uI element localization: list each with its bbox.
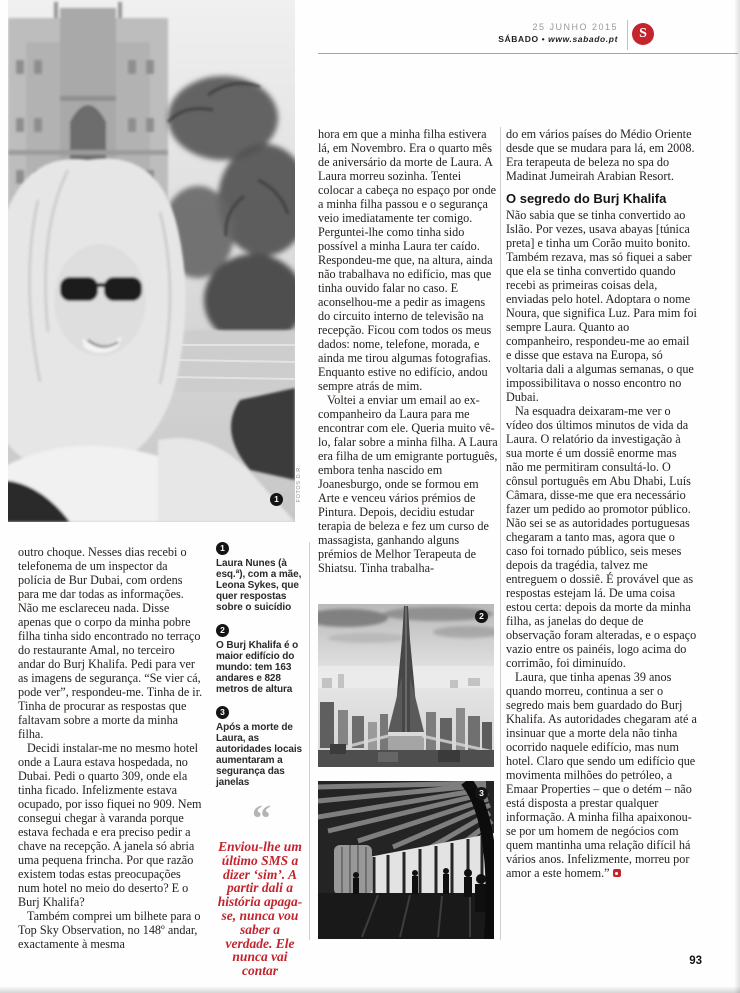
article-paragraph: Decidi instalar-me no mesmo hotel onde a Laura estava hospedada, no Dubai. Pedi o quarto 309, onde ela tinha ficado. Infelizmente estava ocupado, por isso fiquei no 909. Nem consegui chegar à varanda porque estava fechada e era preciso pedir a chave na recepção. A janela só abria uma pequena frincha. Por que razão existem todas estas preocupações num hotel no meio do deserto? E o Burj Khalifa? — [18, 741, 202, 909]
brand-website: www.sabado.pt — [548, 34, 618, 44]
article-paragraph: hora em que a minha filha estivera lá, em Novembro. Era o quarto mês de aniversário da morte de Laura. A Laura morreu sozinha. Tentei colocar a cabeça no espaço por onde a minha filha passou e o segurança veio imediatamente ter comigo. Perguntei-lhe como tinha sido possível a minha Laura ter caído. Respondeu-me que, na altura, ainda não trabalhava no edifício, mas que tinha ouvido falar no caso. E aconselhou-me a pedir as imagens do circuito interno de televisão na recepção. Ficou com todos os meus dados: nome, telefone, morada, e ainda me tirou algumas fotografias. Enquanto estive no edifício, andou sempre atrás de mim. — [318, 127, 496, 393]
caption-text: O Burj Khalifa é o maior edifício do mundo: tem 163 andares e 828 metros de altura — [216, 640, 299, 695]
photo-burj-khalifa — [318, 604, 494, 767]
pull-quote-text: Enviou-lhe um último SMS a dizer ‘sim’. A partir dali a história apaga-se, nunca vou saber a verdade. Ele nunca vai contar — [217, 839, 303, 979]
photo-observation-deck-illustration — [318, 781, 494, 939]
article-paragraph-text: Laura, que tinha apenas 39 anos quando morreu, continua a ser o segredo mais bem guardado do Burj Khalifa. As autoridades chegaram até a insinuar que a morte dela não tinha ocorrido naquele edifício, mas num hotel. Claro que sendo um edifício que movimenta milhões do petróleo, a Emaar Properties – que o detém – não está disposta a prestar qualquer informação. A minha filha apaixonou-se por um homem de negócios com quem mantinha uma relação difícil há vários anos. Infelizmente, morreu por amor a este homem.” — [506, 670, 697, 880]
photo-laura-mother-illustration — [8, 0, 295, 522]
caption-marker-2: 2 — [216, 624, 229, 637]
caption-item — [216, 542, 304, 613]
page-header — [360, 18, 700, 54]
page-edge-right — [734, 0, 740, 993]
article-paragraph: do em vários países do Médio Oriente desde que se mudara para lá, em 2008. Era terapeuta de beleza no spa do Madinat Jumeirah Arabian Resort. — [506, 127, 695, 183]
photo-marker-3: 3 — [475, 787, 488, 800]
brand-line — [498, 34, 618, 44]
brand-bullet-icon: • — [541, 34, 546, 44]
article-column-middle — [318, 127, 498, 575]
pull-quote — [216, 798, 304, 979]
photo-observation-deck — [318, 781, 494, 939]
photo-marker-2: 2 — [475, 610, 488, 623]
column-rule — [500, 127, 501, 940]
article-paragraph: Na esquadra deixaram-me ver o vídeo dos últimos minutos de vida da Laura. O relatório da investigação à sua morte é um dossiê enorme mas não me permitiram consultá-lo. O cônsul português em Abu Dhabi, Luís Câmara, disse-me que era necessário fazer um pedido ao promotor público. Não sei se as autoridades portuguesas chegaram a tanto mas, agora que o caso foi tornado público, seis meses depois da tragédia, talvez me entreguem o dossiê. É provável que as respostas estejam lá. De uma coisa estou certa: depois da morte da minha filha, as janelas do deque de observação foram alteradas, e o espaço vazio entre os painéis, logo acima do corrimão, foi diminuído. — [506, 404, 697, 670]
article-paragraph — [506, 670, 697, 880]
header-rule — [318, 53, 738, 54]
page-edge-bottom — [0, 986, 740, 993]
article-end-mark-icon — [613, 869, 621, 877]
article-paragraph: Também comprei um bilhete para o Top Sky Observation, no 148º andar, exactamente à mesma — [18, 909, 201, 951]
caption-text: Após a morte de Laura, as autoridades locais aumentaram a segurança das janelas — [216, 722, 303, 788]
header-divider — [627, 20, 628, 50]
article-paragraph: Não sabia que se tinha convertido ao Islão. Por vezes, usava abayas [túnica preta] e tinha um Corão muito bonito. Também rezava, mas só fiquei a saber que ela se tinha convertido quando recebi as primeiras coisas dela, enviadas pelo hotel. Adoptara o nome Noura, que significa Luz. Para mim foi sempre Laura. Quanto ao companheiro, respondeu-me ao email e disse que estava na Europa, só voltaria dali a algumas semanas, o que impossibilitava o nosso encontro no Dubai. — [506, 208, 697, 404]
photo-burj-khalifa-illustration — [318, 604, 494, 767]
photo-credit: FOTOS D.R. — [296, 465, 302, 503]
article-column-right — [506, 127, 697, 880]
page-number: 93 — [689, 955, 702, 967]
photo-laura-mother — [8, 0, 295, 522]
caption-item — [216, 624, 304, 695]
sabado-s-logo-icon — [632, 23, 654, 45]
article-paragraph: outro choque. Nesses dias recebi o telefonema de um inspector da polícia de Bur Dubai, com ordens para me dar todas as informações. Não me esclareceu nada. Disse apenas que o corpo da minha pobre filha tinha sido encontrado no terraço do restaurante Amal, no terceiro andar do Burj Khalifa. Pedi para ver as imagens de segurança. “Se vier cá, pode ver”, respondeu-me. Tinha de ir. Tinha de procurar as respostas que faltavam sobre a morte da minha filha. — [18, 545, 203, 741]
captions-column — [216, 542, 304, 978]
article-paragraph: Voltei a enviar um email ao ex-companheiro da Laura para me encontrar com ele. Queria muito vê-lo, falar sobre a minha filha. A Laura era filha de um emigrante português, embora tenha nascido em Joanesburgo, onde se formou em Arte e venceu vários prémios de Pintura. Depois, decidiu estudar terapia de beleza e fez um curso de massagista, ganhando alguns prémios de Melhor Terapeuta de Shiatsu. Tinha trabalha- — [318, 393, 498, 575]
article-column-left — [18, 545, 203, 951]
caption-marker-1: 1 — [216, 542, 229, 555]
header-meta — [498, 22, 618, 44]
caption-marker-3: 3 — [216, 706, 229, 719]
logo-letter: S — [639, 26, 647, 41]
issue-date: 25 JUNHO 2015 — [532, 22, 618, 32]
photo-marker-1: 1 — [270, 493, 283, 506]
caption-text: Laura Nunes (à esq.ª), com a mãe, Leona Sykes, que quer respostas sobre o suicídio — [216, 558, 302, 613]
column-rule — [309, 542, 310, 940]
section-heading: O segredo do Burj Khalifa — [506, 191, 667, 206]
brand-name: SÁBADO — [498, 34, 539, 44]
quotation-marks-icon: “ — [252, 798, 268, 840]
caption-item — [216, 706, 304, 788]
